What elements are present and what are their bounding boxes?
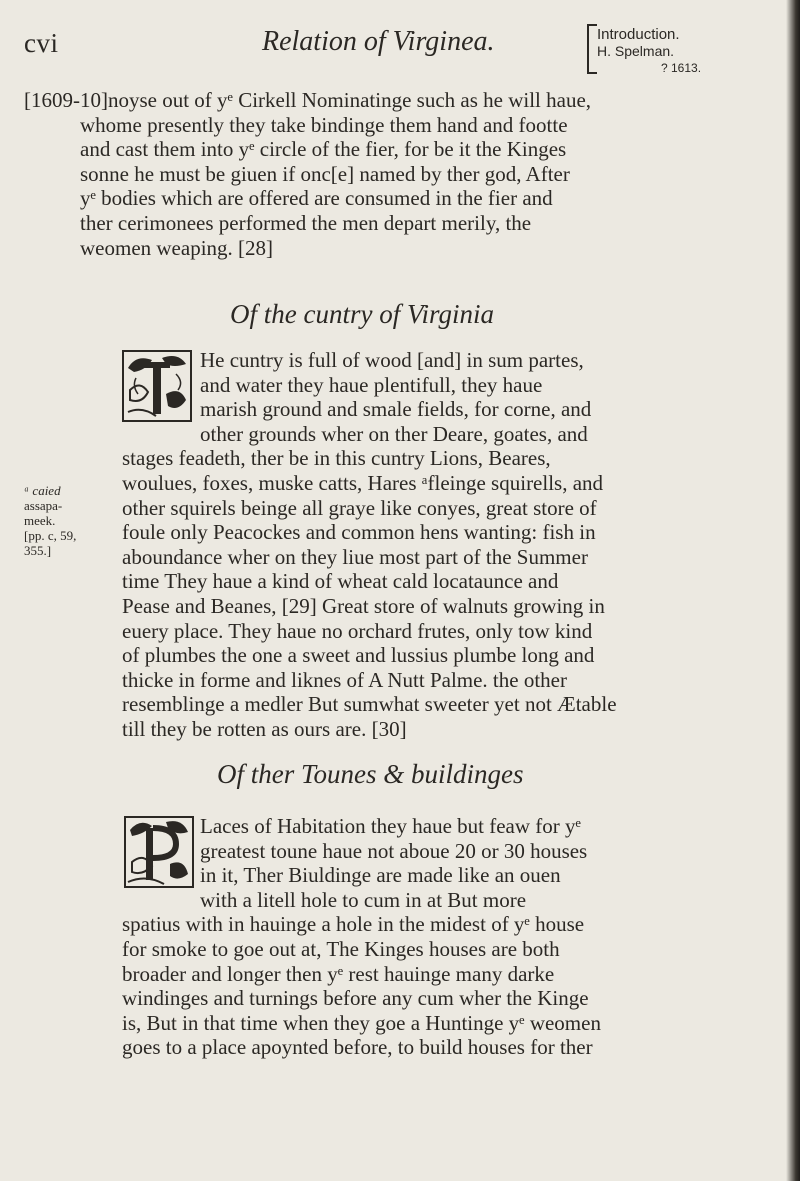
date-marker: [1609-10] [24, 88, 108, 112]
paragraph-line: marish ground and smale fields, for corne, and [200, 397, 592, 422]
header-sidenote [587, 24, 777, 78]
paragraph-line: in it, Ther Biuldinge are made like an ouen [200, 863, 561, 888]
margin-note-line: ᵃ caied [24, 483, 61, 498]
paragraph-line: resemblinge a medler But sumwhat sweeter yet not Ætable [122, 692, 617, 717]
section-heading-towns: Of ther Tounes & buildinges [217, 759, 524, 789]
paragraph-line: time They haue a kind of wheat cald locataunce and [122, 569, 559, 594]
margin-note-line: [pp. c, 59, [24, 528, 77, 543]
paragraph-line: woulues, foxes, muske catts, Hares ᵃfleinge squirells, and [122, 470, 604, 495]
section-heading-country: Of the cuntry of Virginia [230, 299, 494, 329]
paragraph-line: He cuntry is full of wood [and] in sum partes, [200, 348, 584, 372]
sidenote-line-1: Introduction. [597, 26, 680, 43]
paragraph-line: other grounds wher on ther Deare, goates, and [200, 421, 588, 446]
page-edge-shadow [786, 0, 800, 1181]
margin-note [24, 483, 104, 558]
paragraph-line: whome presently they take bindinge them hand and footte [80, 112, 568, 137]
paragraph-line: for smoke to goe out at, The Kinges houses are both [122, 936, 560, 961]
paragraph-line: weomen weaping. [28] [80, 235, 274, 260]
paragraph-line: foule only Peacockes and common hens wanting: fish in [122, 520, 596, 545]
paragraph-line: of plumbes the one a sweet and lussius plumbe long and [122, 643, 595, 668]
paragraph-line: sonne he must be giuen if onc[e] named by ther god, After [80, 161, 570, 186]
bracket-bottom [587, 72, 597, 74]
paragraph-line: and water they haue plentifull, they haue [200, 372, 543, 397]
paragraph-line: till they be rotten as ours are. [30] [122, 716, 407, 741]
paragraph-line: thicke in forme and liknes of A Nutt Palme. the other [122, 667, 567, 692]
running-title: Relation of Virginea. [262, 26, 495, 57]
margin-note-line: meek. [24, 513, 56, 528]
paragraph-line: greatest toune haue not aboue 20 or 30 houses [200, 838, 588, 863]
paragraph-line: goes to a place apoynted before, to build houses for ther [122, 1035, 593, 1060]
paragraph-line: Pease and Beanes, [29] Great store of walnuts growing in [122, 593, 605, 618]
sidenote-line-3: ? 1613. [661, 61, 702, 75]
paragraph-line: [1609-10]noyse out of yᵉ Cirkell Nominatinge such as he will haue, [24, 88, 592, 112]
paragraph-line: euery place. They haue no orchard frutes, only tow kind [122, 618, 593, 643]
paragraph-line: with a litell hole to cum in at But more [200, 887, 527, 912]
bracket-side [587, 24, 589, 74]
paragraph-line: aboundance wher on they liue most part of the Summer [122, 544, 588, 569]
paragraph-line: broader and longer then yᵉ rest hauinge many darke [122, 961, 555, 986]
page-number: cvi [24, 28, 59, 58]
paragraph-line: stages feadeth, ther be in this cuntry Lions, Beares, [122, 446, 551, 471]
paragraph-line: yᵉ bodies which are offered are consumed in the fier and [80, 186, 553, 211]
paragraph-line: other squirels beinge all graye like conyes, great store of [122, 495, 597, 520]
paragraph-line: ther cerimonees performed the men depart merily, the [80, 210, 532, 235]
paragraph-line: Laces of Habitation they haue but feaw for yᵉ [200, 814, 581, 838]
paragraph-line: spatius with in hauinge a hole in the midest of yᵉ house [122, 912, 585, 937]
intro-paragraph [24, 88, 766, 260]
country-paragraph [122, 348, 766, 742]
towns-paragraph [122, 814, 766, 1060]
paragraph-line: is, But in that time when they goe a Huntinge yᵉ weomen [122, 1010, 601, 1035]
paragraph-line: and cast them into yᵉ circle of the fier, for be it the Kinges [80, 137, 567, 162]
paragraph-line: windinges and turnings before any cum wher the Kinge [122, 986, 589, 1011]
sidenote-line-2: H. Spelman. [597, 43, 675, 59]
margin-note-line: 355.] [24, 543, 52, 558]
margin-note-line: assapa- [24, 498, 63, 513]
